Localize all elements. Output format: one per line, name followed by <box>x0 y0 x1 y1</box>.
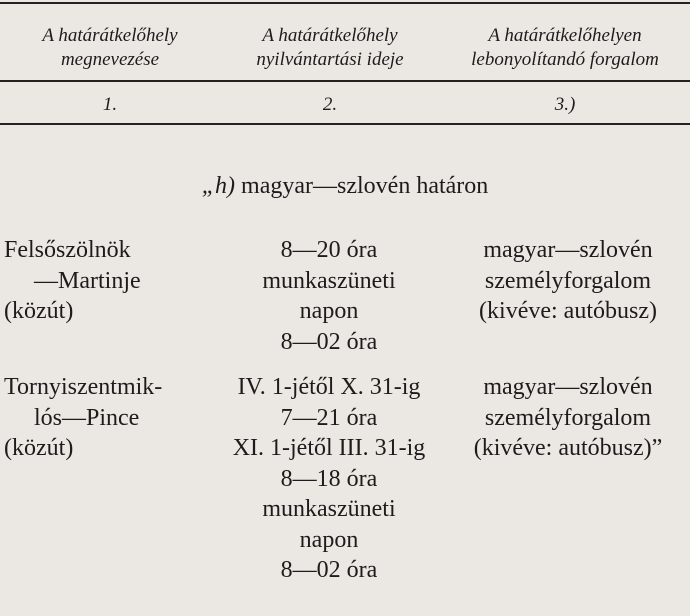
column-number-3: 3.) <box>554 94 576 115</box>
row1-name-line: Felsőszölnök <box>4 237 131 263</box>
section-prefix: „h) <box>201 173 236 199</box>
row1-name <box>4 235 214 327</box>
row2-time-line: XI. 1-jétől III. 31-ig <box>232 435 426 461</box>
header-middle-rule <box>0 80 690 82</box>
row2-time <box>214 372 444 586</box>
row2-time-line: IV. 1-jétől X. 31-ig <box>237 374 421 400</box>
header-col3-line: A határátkelőhelyen <box>488 25 642 46</box>
row2-name-line: (közút) <box>4 435 74 461</box>
row2-time-line: 7—21 óra <box>280 404 378 431</box>
row1-traffic <box>446 235 690 327</box>
header-bottom-rule <box>0 123 690 125</box>
row2-traffic-line: személyforgalom <box>484 404 652 431</box>
header-col2-line: A határátkelőhely <box>262 25 398 46</box>
header-col3-line: lebonyolítandó forgalom <box>471 49 659 70</box>
column-number-1: 1. <box>102 94 118 115</box>
header-col1 <box>10 24 210 72</box>
row1-name-line: (közút) <box>4 298 74 324</box>
row2-traffic <box>446 372 690 464</box>
row2-traffic-line: (kivéve: autóbusz)” <box>473 435 663 461</box>
row1-time-line: munkaszüneti <box>262 267 396 294</box>
row1-time-line: napon <box>299 298 359 324</box>
header-col1-line: megnevezése <box>60 49 160 70</box>
header-col3 <box>440 24 690 72</box>
row2-name <box>4 372 214 464</box>
row2-time-line: 8—18 óra <box>280 465 378 492</box>
header-col2-line: nyilvántartási ideje <box>256 49 404 70</box>
row2-time-line: 8—02 óra <box>280 557 378 583</box>
row1-traffic-line: magyar—szlovén <box>483 237 653 263</box>
row1-time-line: 8—02 óra <box>280 328 378 355</box>
row2-time-line: munkaszüneti <box>262 496 396 522</box>
row1-traffic-line: (kivéve: autóbusz) <box>479 298 657 324</box>
header-top-rule <box>0 2 690 4</box>
row1-traffic-line: személyforgalom <box>484 267 652 294</box>
header-col1-line: A határátkelőhely <box>42 25 178 46</box>
row1-time-line: 8—20 óra <box>280 237 378 263</box>
row2-traffic-line: magyar—szlovén <box>483 374 653 400</box>
row1-name-line: —Martinje <box>34 267 141 294</box>
row2-time-line: napon <box>299 526 359 553</box>
section-title: magyar—szlovén határon <box>241 173 489 199</box>
row2-name-line: Tornyiszentmik- <box>4 374 163 400</box>
section-heading <box>0 171 690 201</box>
column-number-2: 2. <box>322 94 338 115</box>
row2-name-line: lós—Pince <box>34 404 140 431</box>
row1-time <box>214 235 444 357</box>
header-col2 <box>220 24 440 72</box>
